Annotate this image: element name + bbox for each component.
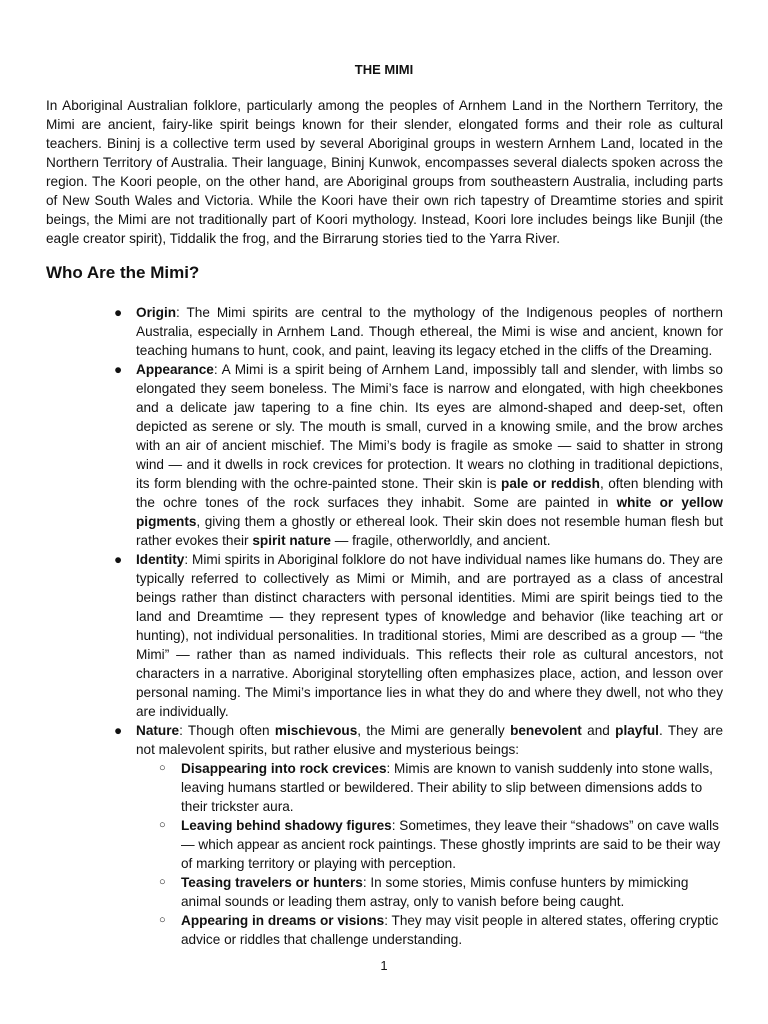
bold-term: Leaving behind shadowy figures [181,818,392,833]
sub-list-item [159,816,723,873]
page-number: 1 [380,958,388,973]
circle-bullet-icon: ○ [159,876,166,888]
list-item [114,550,723,721]
text-segment: , giving them a ghostly or ethereal look. Their skin does not resemble human flesh but rather evokes their [136,514,723,548]
text-segment: : They may visit people in altered states, offering cryptic advice or riddles that challenge understanding. [181,913,719,947]
bold-term: playful [615,723,659,738]
bold-term: Teasing travelers or hunters [181,875,363,890]
bullet-icon: ● [114,305,123,320]
circle-bullet-icon: ○ [159,819,166,831]
sub-bullet-list [136,759,723,949]
bullet-icon: ● [114,552,123,567]
list-item [114,303,723,360]
bold-term: Nature [136,723,180,738]
text-segment: : Though often [179,723,275,738]
bold-term: Appearance [136,362,214,377]
bold-term: Origin [136,305,177,320]
bold-term: pale or reddish [501,476,600,491]
bullet-icon: ● [114,362,123,377]
text-segment: : The Mimi spirits are central to the mythology of the Indigenous peoples of northern Australia, especially in Arnhem Land. Though ethereal, the Mimi is wise and ancient, known for teaching humans to hunt, cook, and paint, leaving its legacy etched in the cliffs of the Dreaming. [136,305,723,358]
bullet-icon: ● [114,723,123,738]
circle-bullet-icon: ○ [159,762,166,774]
text-segment: : Mimi spirits in Aboriginal folklore do not have individual names like humans do. They are typically referred to collectively as Mimi or Mimih, and are portrayed as a class of ancestral beings rather than distinct characters with personal identities. Mimi are spirit beings tied to the land and Dreamtime — they represent types of knowledge and behavior (like teaching art or hunting), not individual personalities. In traditional stories, Mimi are described as a group — “the Mimi” — rather than as named individuals. This reflects their role as cultural ancestors, not characters in a narrative. Aboriginal storytelling often emphasizes place, action, and lesson over personal naming. The Mimi’s importance lies in what they do and where they dwell, not who they are individually. [136,552,723,719]
bold-term: white or yellow pigments [136,495,723,529]
sub-list-item [159,759,723,816]
text-segment: : Mimis are known to vanish suddenly into stone walls, leaving humans startled or bewildered. Their ability to slip between dimensions adds to their trickster aura. [181,761,713,814]
bullet-list [114,303,724,949]
circle-bullet-icon: ○ [159,914,166,926]
bold-term: spirit nature [252,533,331,548]
text-segment: — fragile, otherworldly, and ancient. [330,533,551,548]
section-heading: Who Are the Mimi? [46,263,200,282]
text-segment: , the Mimi are generally [357,723,511,738]
text-segment: : A Mimi is a spirit being of Arnhem Land, impossibly tall and slender, with limbs so elongated they seem boneless. The Mimi’s face is narrow and elongated, with high cheekbones and a delicate jaw tapering to a fine chin. Its eyes are almond-shaped and deep-set, often depicted as serene or sly. The mouth is small, curved in a knowing smile, and the brow arches with an air of ancient mischief. The Mimi’s body is fragile as smoke — said to shatter in strong wind — and it dwells in rock crevices for protection. It wears no clothing in traditional depictions, its form blending with the ochre-painted stone. Their skin is [136,362,723,491]
intro-paragraph: In Aboriginal Australian folklore, particularly among the peoples of Arnhem Land in the Northern Territory, the Mimi are ancient, fairy-like spirit beings known for their slender, elongated forms and their role as cultural teachers. Bininj is a collective term used by several Aboriginal groups in western Arnhem Land, located in the Northern Territory of Australia. Their language, Bininj Kunwok, encompasses several dialects spoken across the region. The Koori people, on the other hand, are Aboriginal groups from southeastern Australia, including parts of New South Wales and Victoria. While the Koori have their own rich tapestry of Dreamtime stories and spirit beings, the Mimi are not traditionally part of Koori mythology. Instead, Koori lore includes beings like Bunjil (the eagle creator spirit), Tiddalik the frog, and the Birrarung stories tied to the Yarra River. [46,98,723,246]
list-item [114,360,723,550]
text-segment: : In some stories, Mimis confuse hunters by mimicking animal sounds or leading them astray, only to vanish before being caught. [181,875,689,909]
text-segment: , often blending with the ochre tones of the rock surfaces they inhabit. Some are painted in [136,476,723,510]
document-title: THE MIMI [354,62,414,77]
bold-term: mischievous [274,723,358,738]
bold-term: benevolent [510,723,582,738]
bold-term: Disappearing into rock crevices [181,761,387,776]
bold-term: Identity [136,552,185,567]
list-item [114,721,724,949]
text-segment: . They are not malevolent spirits, but rather elusive and mysterious beings: [136,723,724,757]
text-segment: and [581,723,616,738]
sub-list-item [159,911,723,949]
bold-term: Appearing in dreams or visions [181,913,385,928]
sub-list-item [159,873,723,911]
text-segment: : Sometimes, they leave their “shadows” on cave walls — which appear as ancient rock paintings. These ghostly imprints are said to be their way of marking territory or playing with perception. [181,818,721,871]
